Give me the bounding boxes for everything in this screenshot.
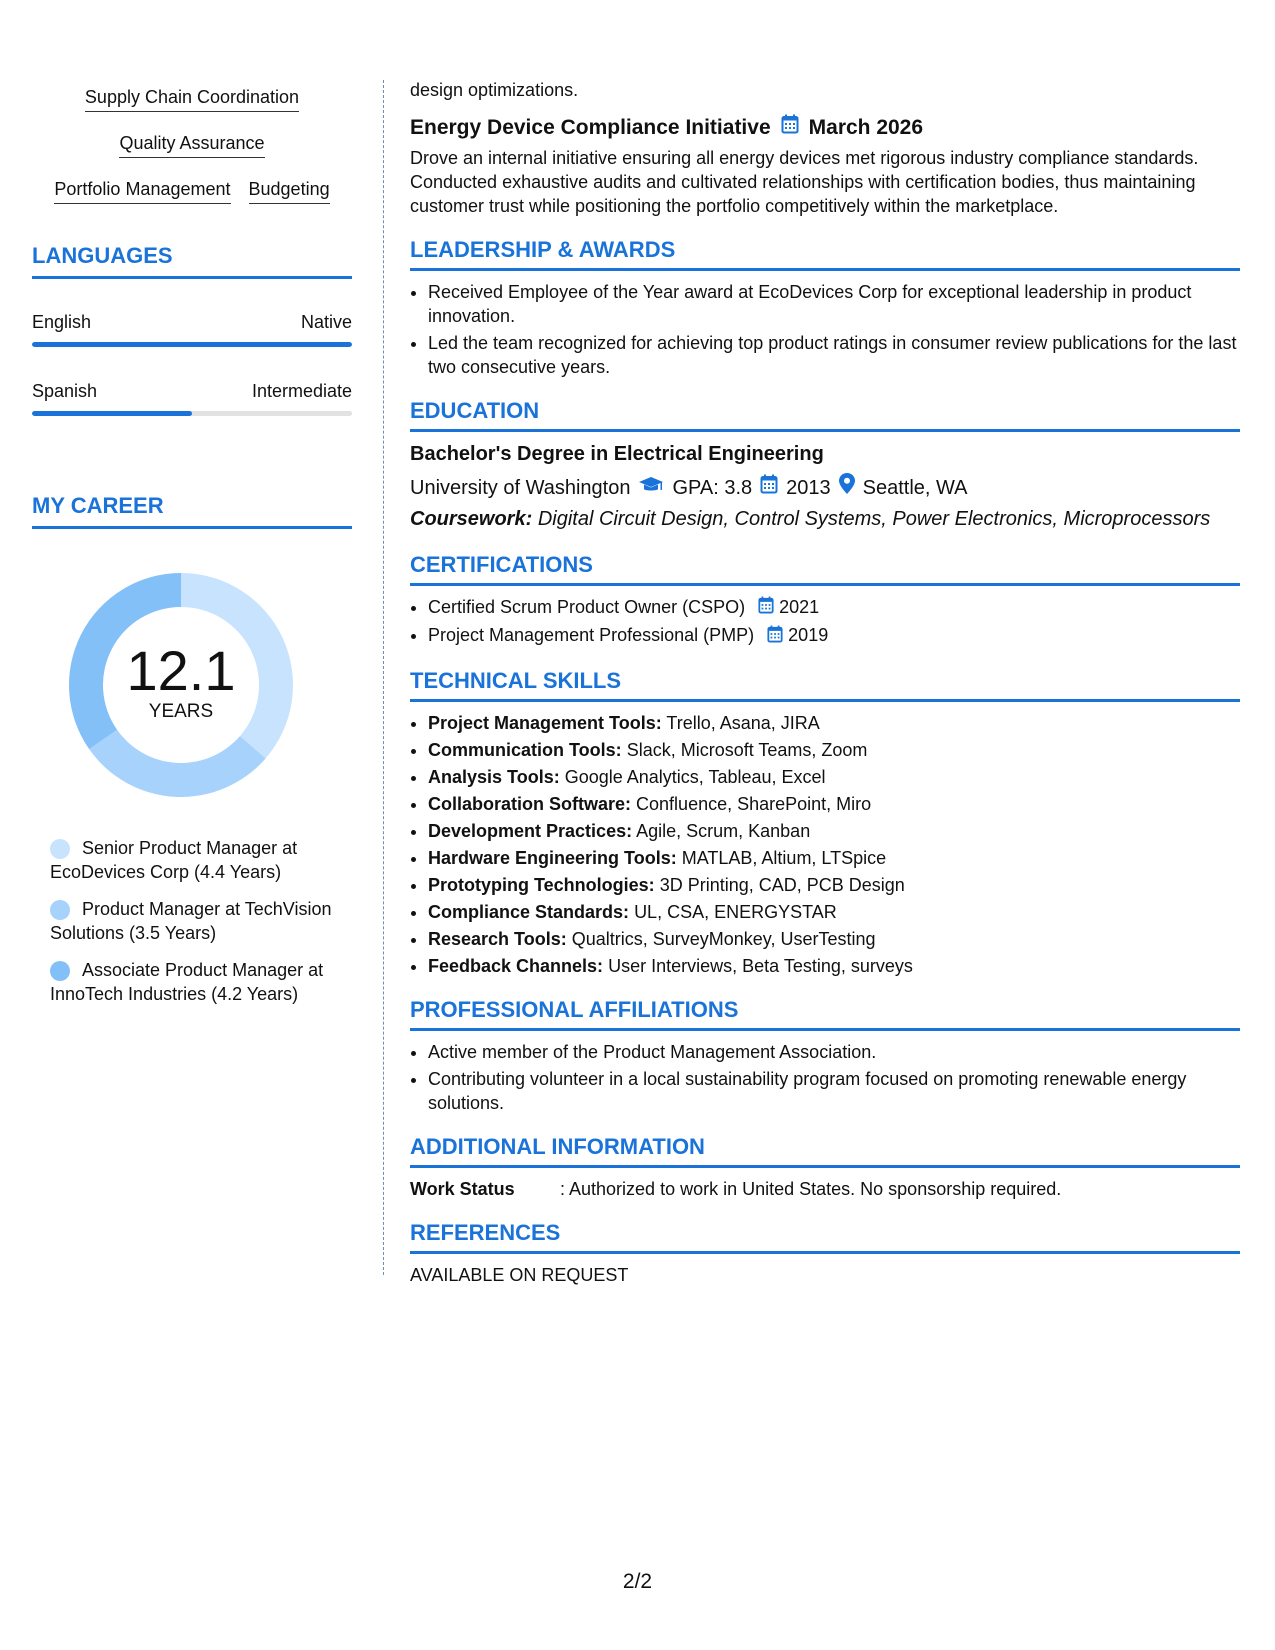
certifications-heading: CERTIFICATIONS (410, 551, 1240, 586)
graduation-cap-icon (638, 474, 664, 502)
location-pin-icon (839, 473, 855, 502)
page-number: 2/2 (622, 1570, 653, 1593)
language-bar (32, 342, 352, 347)
legend-label: Product Manager at TechVision Solutions (3.5 Years) (50, 899, 332, 943)
skill-category: Compliance Standards: (428, 901, 630, 922)
skill-category: Collaboration Software: (428, 793, 632, 814)
skill-values: User Interviews, Beta Testing, surveys (608, 955, 913, 976)
donut-total-unit: YEARS (148, 701, 214, 722)
project-description: Drove an internal initiative ensuring all energy devices met rigorous industry compliance standards. Conducted exhaustive audits and cultivated relationships with certification bodies, thus maintaining customer trust while positioning the portfolio competitively within the marketplace. (410, 148, 1199, 216)
references-section (410, 1219, 1240, 1287)
language-item (32, 310, 352, 347)
skill-tag: Portfolio Management (54, 178, 230, 204)
skill-values: Google Analytics, Tableau, Excel (564, 766, 826, 787)
language-bar-fill (32, 411, 192, 416)
certifications-section (410, 551, 1240, 649)
degree-title: Bachelor's Degree in Electrical Engineering (410, 443, 824, 465)
skill-values: Trello, Asana, JIRA (666, 712, 820, 733)
languages-heading: LANGUAGES (32, 242, 352, 279)
work-status-label: Work Status (410, 1178, 515, 1199)
experience-tail-text: design optimizations. (410, 80, 579, 100)
list-item: • Received Employee of the Year award at EcoDevices Corp for exceptional leadership in product innovation. (428, 280, 1240, 328)
legend-label: Associate Product Manager at InnoTech Industries (4.2 Years) (50, 960, 324, 1004)
education-heading: EDUCATION (410, 397, 1240, 432)
skill-values: UL, CSA, ENERGYSTAR (634, 901, 837, 922)
cert-year: 2019 (788, 625, 829, 646)
list-item (428, 819, 1240, 843)
skill-tag: Supply Chain Coordination (85, 86, 299, 112)
career-heading: MY CAREER (32, 492, 352, 529)
school-name: University of Washington (410, 476, 631, 499)
legend-dot (50, 839, 70, 859)
gpa: GPA: 3.8 (672, 476, 753, 499)
coursework-list: Digital Circuit Design, Control Systems, Power Electronics, Microprocessors (537, 508, 1211, 530)
skill-values: Agile, Scrum, Kanban (636, 820, 811, 841)
skill-values: MATLAB, Altium, LTSpice (681, 847, 887, 868)
work-status-row (410, 1177, 1240, 1201)
skill-row (32, 132, 352, 158)
skill-category: Prototyping Technologies: (428, 874, 655, 895)
leadership-heading: LEADERSHIP & AWARDS (410, 236, 1240, 271)
affiliations-section (410, 996, 1240, 1115)
list-item (428, 900, 1240, 924)
skill-values: 3D Printing, CAD, PCB Design (659, 874, 905, 895)
column-divider (383, 80, 384, 1275)
legend-item (50, 836, 340, 884)
list-item (428, 765, 1240, 789)
additional-info-section (410, 1133, 1240, 1201)
coursework-line (410, 505, 1240, 533)
skill-row (32, 86, 352, 112)
right-column (410, 78, 1240, 1287)
technical-skills-list (410, 711, 1240, 978)
legend-item (50, 897, 340, 945)
calendar-icon (758, 596, 774, 620)
list-item: • Led the team recognized for achieving top product ratings in consumer review publications for the last two consecutive years. (428, 331, 1240, 379)
skill-category: Project Management Tools: (428, 712, 662, 733)
school-location: Seattle, WA (862, 476, 968, 499)
language-name: Spanish (32, 381, 98, 401)
graduation-year: 2013 (786, 476, 831, 499)
coursework-label: Coursework: (410, 508, 533, 530)
skill-tag: Quality Assurance (119, 132, 264, 158)
list-item: • Contributing volunteer in a local sustainability program focused on promoting renewable energy solutions. (428, 1067, 1240, 1115)
skill-values: Qualtrics, SurveyMonkey, UserTesting (571, 928, 876, 949)
career-legend (50, 836, 340, 1019)
project-title: Energy Device Compliance Initiative (410, 116, 771, 139)
donut-center (66, 570, 296, 800)
skill-category: Communication Tools: (428, 739, 622, 760)
references-text: AVAILABLE ON REQUEST (410, 1264, 629, 1285)
career-donut-chart (66, 570, 296, 800)
language-level: Native (300, 312, 352, 332)
language-level: Intermediate (251, 381, 352, 401)
additional-info-heading: ADDITIONAL INFORMATION (410, 1133, 1240, 1168)
references-heading: REFERENCES (410, 1219, 1240, 1254)
legend-label: Senior Product Manager at EcoDevices Corp (4.4 Years) (50, 838, 298, 882)
education-section (410, 397, 1240, 533)
language-name: English (32, 312, 92, 332)
list-item (428, 738, 1240, 762)
education-meta (410, 473, 1240, 502)
language-bar-fill (32, 342, 352, 347)
cert-name: Project Management Professional (PMP) (428, 625, 755, 646)
affiliations-heading: PROFESSIONAL AFFILIATIONS (410, 996, 1240, 1031)
skill-category: Analysis Tools: (428, 766, 560, 787)
calendar-icon (760, 474, 778, 502)
list-item (428, 873, 1240, 897)
project-title-row (410, 114, 1240, 142)
skill-tag: Budgeting (249, 178, 330, 204)
list-item (428, 927, 1240, 951)
skill-category: Hardware Engineering Tools: (428, 847, 677, 868)
list-item (428, 954, 1240, 978)
leadership-section (410, 236, 1240, 379)
language-item (32, 379, 352, 416)
skill-values: Confluence, SharePoint, Miro (636, 793, 872, 814)
legend-item (50, 958, 340, 1006)
technical-skills-heading: TECHNICAL SKILLS (410, 667, 1240, 702)
work-status-value: : Authorized to work in United States. No sponsorship required. (560, 1178, 1062, 1199)
skill-category: Development Practices: (428, 820, 633, 841)
list-item (428, 792, 1240, 816)
legend-dot (50, 961, 70, 981)
legend-dot (50, 900, 70, 920)
project-date: March 2026 (808, 116, 924, 139)
donut-total-value: 12.1 (126, 639, 236, 702)
skills-tags (32, 86, 352, 224)
language-bar (32, 411, 352, 416)
cert-year: 2021 (779, 597, 820, 617)
list-item (428, 623, 1240, 648)
skill-category: Research Tools: (428, 928, 567, 949)
cert-name: Certified Scrum Product Owner (CSPO) (428, 597, 746, 617)
calendar-icon (767, 625, 783, 649)
skill-category: Feedback Channels: (428, 955, 604, 976)
list-item (428, 846, 1240, 870)
list-item (428, 595, 1240, 620)
list-item (428, 711, 1240, 735)
skill-row (32, 178, 352, 204)
list-item: • Active member of the Product Management Association. (428, 1040, 1240, 1064)
calendar-icon (781, 114, 799, 142)
technical-skills-section (410, 667, 1240, 978)
skill-values: Slack, Microsoft Teams, Zoom (626, 739, 868, 760)
